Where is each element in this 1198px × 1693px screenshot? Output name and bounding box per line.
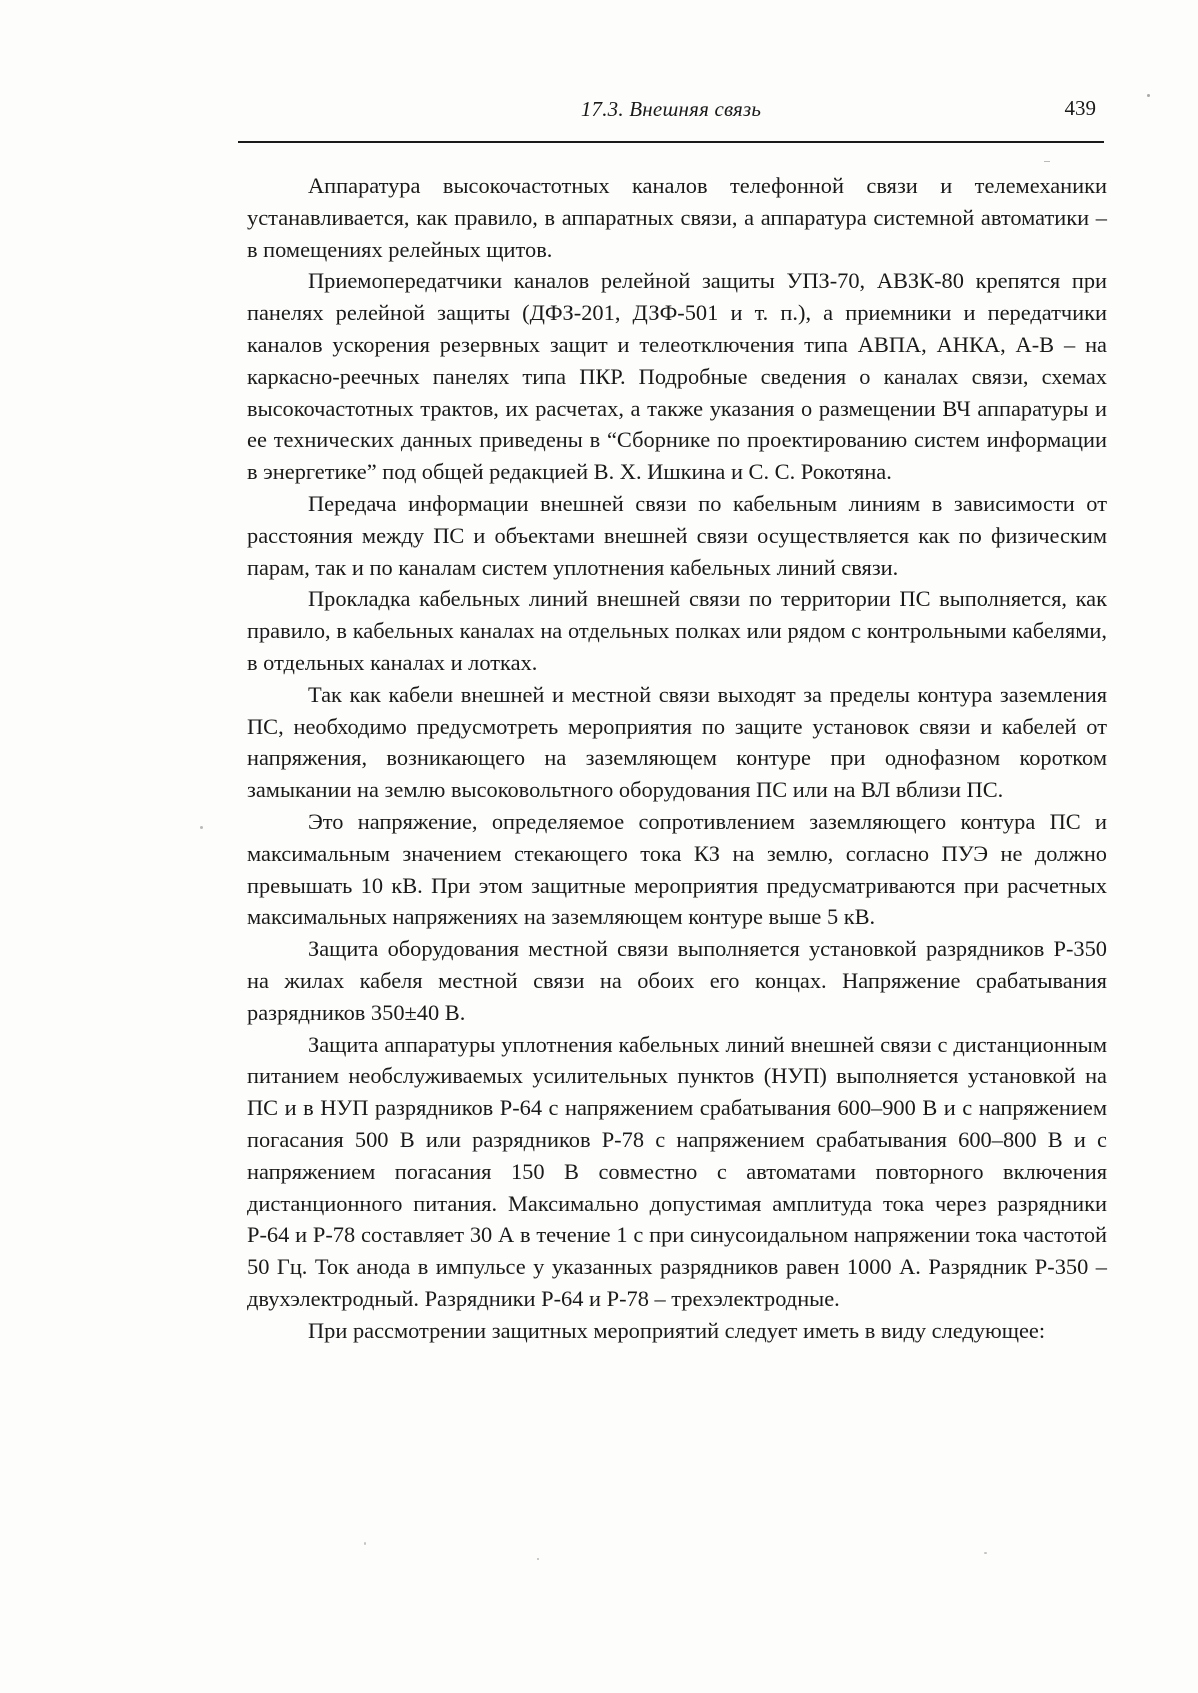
scan-speck bbox=[364, 1542, 366, 1545]
paragraph: Это напряжение, определяемое сопротивлением заземляющего контура ПС и максимальным значением стекающего тока КЗ на землю, согласно ПУЭ не должно превышать 10 кВ. При этом защитные мероприятия предусматриваются при расчетных максимальных напряжениях на заземляющем контуре выше 5 кВ. bbox=[247, 808, 1107, 930]
paragraph: Приемопередатчики каналов релейной защиты УПЗ-70, АВЗК-80 крепятся при панелях релейной защиты (ДФЗ-201, ДЗФ-501 и т. п.), а приемники и передатчики каналов ускорения резервных защит и телеотключения типа АВПА, АНКА, А-В – на каркасно-реечных панелях типа ПКР. Подробные сведения о каналах связи, схемах высокочастотных трактов, их расчетах, а также указания о размещении ВЧ аппаратуры и ее технических данных приведены в “Сборнике по проектированию систем информации в энергетике” под общей редакцией В. Х. Ишкина и С. С. Рокотяна. bbox=[247, 268, 1107, 485]
page-number: 439 bbox=[1064, 96, 1096, 120]
paragraph: Так как кабели внешней и местной связи выходят за пределы контура заземления ПС, необходимо предусмотреть мероприятия по защите установок связи и кабелей от напряжения, возникающего на заземляющем контуре при однофазном коротком замыкании на землю высоковольтного оборудования ПС или на ВЛ вблизи ПС. bbox=[247, 681, 1107, 803]
page-header bbox=[238, 93, 1104, 143]
paragraph: При рассмотрении защитных мероприятий следует иметь в виду следующее: bbox=[308, 1317, 1046, 1343]
paragraph: Защита оборудования местной связи выполняется установкой разрядников Р-350 на жилах кабеля местной связи на обоих его концах. Напряжение срабатывания разрядников 350±40 В. bbox=[247, 936, 1107, 1025]
paragraph: Передача информации внешней связи по кабельным линиям в зависимости от расстояния между ПС и объектами внешней связи осуществляется как по физическим парам, так и по каналам систем уплотнения кабельных линий связи. bbox=[247, 490, 1107, 580]
paragraph: Защита аппаратуры уплотнения кабельных линий внешней связи с дистанционным питанием необслуживаемых усилительных пунктов (НУП) выполняется установкой на ПС и в НУП разрядников Р-64 с напряжением срабатывания 600–900 В и с напряжением погасания 500 В или разрядников Р-78 с напряжением срабатывания 600–800 В и с напряжением погасания 150 В совместно с автоматами повторного включения дистанционного питания. Максимально допустимая амплитуда тока через разрядники Р-64 и Р-78 составляет 30 А в течение 1 с при синусоидальном напряжении тока частотой 50 Гц. Ток анода в импульсе у указанных разрядников равен 1000 А. Разрядник Р-350 – двухэлектродный. Разрядники Р-64 и Р-78 – трехэлектродные. bbox=[247, 1031, 1107, 1311]
body-text bbox=[247, 170, 1107, 1346]
scan-speck bbox=[200, 826, 203, 829]
paragraph: Прокладка кабельных линий внешней связи по территории ПС выполняется, как правило, в кабельных каналах на отдельных полках или рядом с контрольными кабелями, в отдельных каналах и лотках. bbox=[247, 586, 1107, 675]
scan-speck bbox=[1147, 94, 1150, 97]
scan-speck bbox=[537, 1558, 539, 1560]
running-head: 17.3. Внешняя связь bbox=[580, 97, 762, 121]
paragraph: Аппаратура высокочастотных каналов телефонной связи и телемеханики устанавливается, как правило, в аппаратных связи, а аппаратура системной автоматики – в помещениях релейных щитов. bbox=[247, 173, 1107, 262]
scan-speck bbox=[984, 1552, 987, 1554]
scan-speck bbox=[1044, 161, 1050, 162]
